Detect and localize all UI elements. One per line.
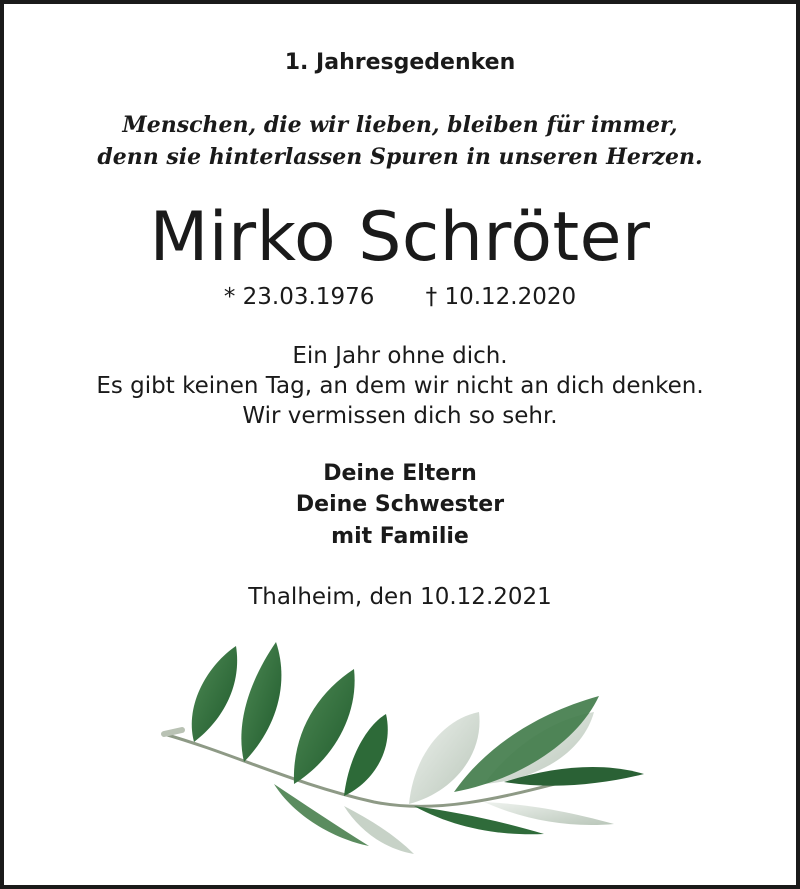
signatory-3: mit Familie (331, 524, 469, 549)
quote-line-2: denn sie hinterlassen Spuren in unseren Herzen. (97, 144, 703, 170)
verse-line-1: Ein Jahr ohne dich. (292, 343, 508, 369)
place-and-date: Thalheim, den 10.12.2021 (248, 584, 552, 610)
notice-heading: 1. Jahresgedenken (284, 50, 516, 75)
verse-line-3: Wir vermissen dich so sehr. (242, 403, 558, 429)
signatory-2: Deine Schwester (295, 492, 505, 517)
quote-line-1: Menschen, die wir lieben, bleiben für immer, (122, 112, 678, 138)
olive-branch-icon (154, 634, 654, 864)
signatory-1: Deine Eltern (323, 461, 477, 486)
deceased-name: Mirko Schröter (149, 198, 651, 277)
life-dates (4, 282, 796, 312)
death-date: † 10.12.2020 (425, 284, 577, 310)
birth-date: * 23.03.1976 (223, 284, 375, 310)
verse-line-2: Es gibt keinen Tag, an dem wir nicht an dich denken. (96, 373, 704, 399)
